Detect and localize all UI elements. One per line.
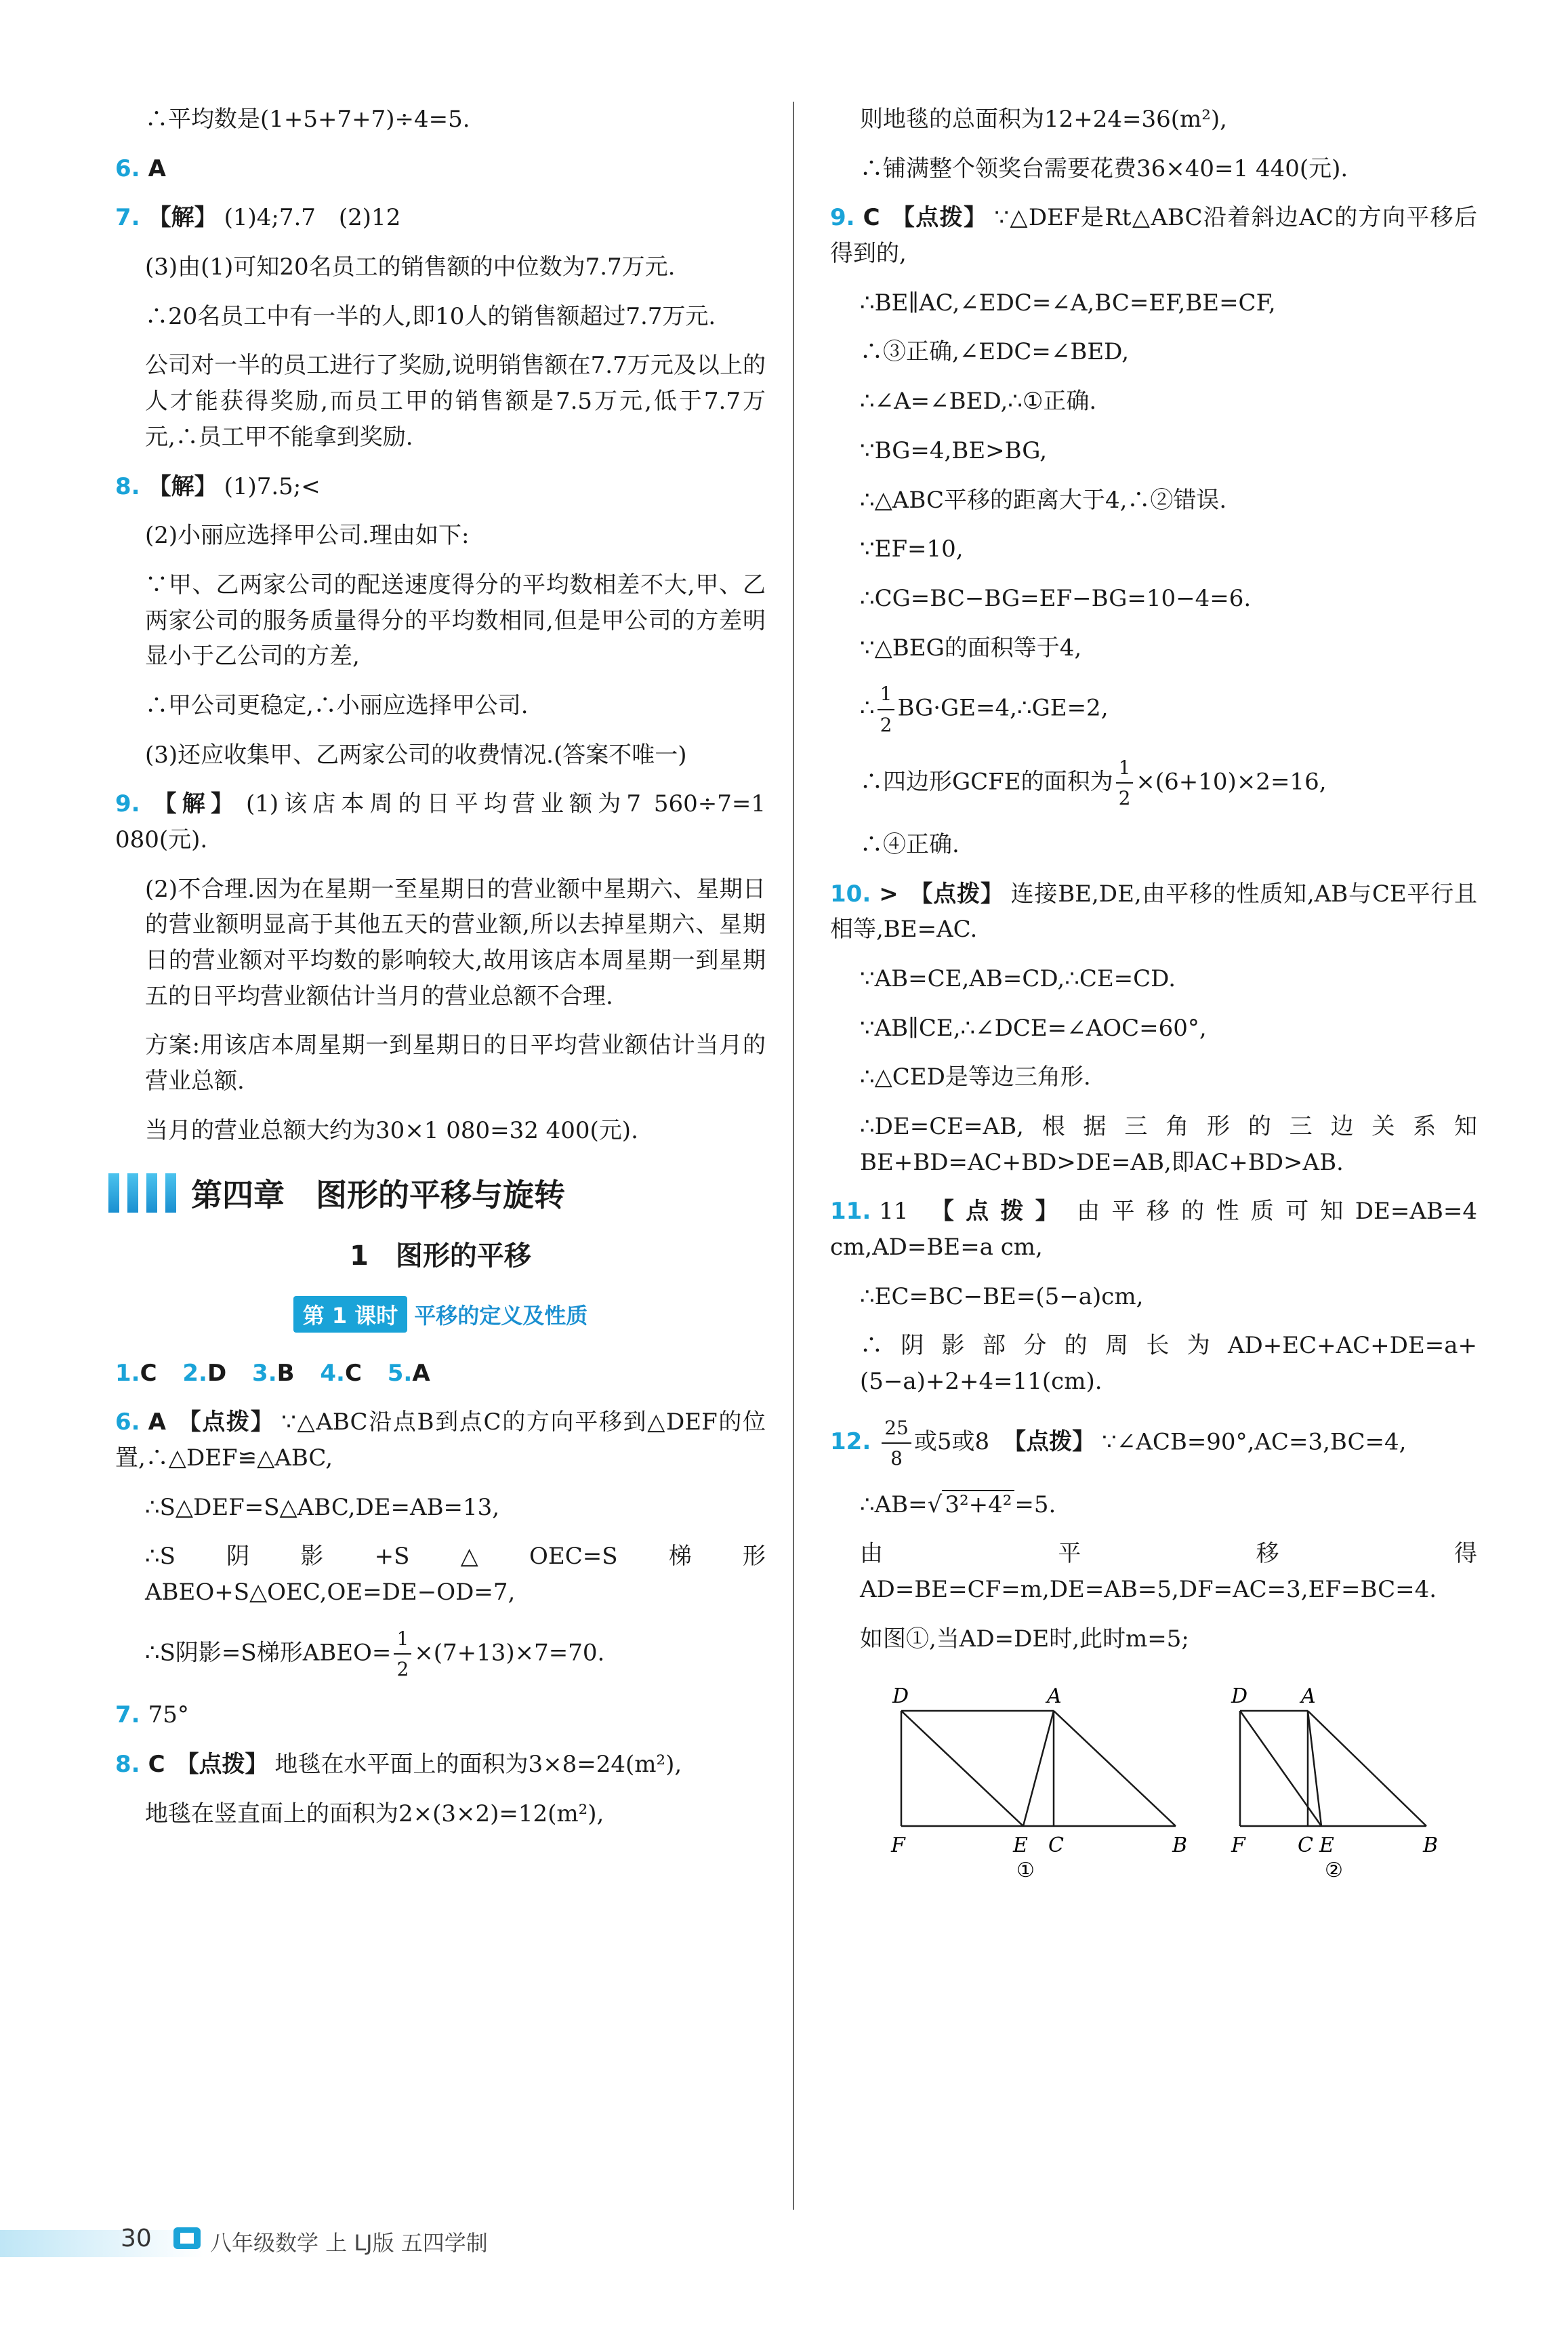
lesson-heading <box>115 1296 766 1333</box>
hint-tag: 【点拨】 <box>176 1751 268 1779</box>
line: (1)7.5;< <box>224 472 321 500</box>
line: ∴阴影部分的周长为AD+EC+AC+DE=a+(5−a)+2+4=11(cm). <box>860 1332 1477 1396</box>
figure-2 <box>1240 1711 1426 1826</box>
lesson-badge: 第 1 课时 <box>293 1296 408 1333</box>
label-B-2: B <box>1423 1834 1439 1858</box>
answer: A <box>148 155 166 182</box>
line: ∵△DEF是Rt△ABC沿着斜边AC的方向平移后得到的, <box>830 204 1478 268</box>
line: ∴④正确. <box>860 830 960 858</box>
line: ∴△CED是等边三角形. <box>860 1064 1091 1091</box>
line: 由平移得AD=BE=CF=m,DE=AB=5,DF=AC=3,EF=BC=4. <box>860 1540 1477 1603</box>
hint-tag: 【点拨】 <box>1003 1428 1096 1456</box>
segment-DE <box>901 1711 1023 1826</box>
answer: 或5或8 <box>913 1428 990 1456</box>
answer: 11 <box>879 1198 909 1226</box>
line: 则地毯的总面积为12+24=36(m²), <box>860 106 1227 133</box>
label-D-2: D <box>1231 1684 1248 1709</box>
formula-line <box>830 679 1477 740</box>
line: ∴ <box>860 694 875 722</box>
line: ∵△ABC沿点B到点C的方向平移到△DEF的位置,∴△DEF≌△ABC, <box>115 1409 766 1472</box>
answer: A <box>412 1359 430 1387</box>
line: (3)由(1)可知20名员工的销售额的中位数为7.7万元. <box>145 254 676 281</box>
fraction-denominator: 2 <box>396 1658 409 1681</box>
radicand: 3²+4² <box>942 1490 1014 1518</box>
footer-book-title: 八年级数学 上 LJ版 五四学制 <box>210 2230 488 2256</box>
line: ∴S△DEF=S△ABC,DE=AB=13, <box>145 1493 500 1521</box>
figure-1 <box>901 1711 1176 1826</box>
label-C: C <box>1048 1834 1064 1858</box>
question-number: 10. <box>830 880 871 908</box>
label-E-2: E <box>1319 1834 1334 1858</box>
line: 由平移的性质可知DE=AB=4 cm,AD=BE=a cm, <box>830 1198 1477 1261</box>
line: ∴铺满整个领奖台需要花费36×40=1 440(元). <box>860 155 1348 182</box>
chapter-heading <box>108 1171 766 1215</box>
line: ∵甲、乙两家公司的配送速度得分的平均数相差不大,甲、乙两家公司的服务质量得分的平均数相同,但是甲公司的方差明显小于乙公司的方差, <box>145 571 766 670</box>
figure-caption-1: ① <box>1016 1859 1035 1881</box>
right-column <box>830 102 1477 1880</box>
fraction-denominator: 2 <box>880 713 892 736</box>
segment-AE <box>1023 1711 1054 1826</box>
question-number: 9. <box>830 204 855 232</box>
label-D: D <box>892 1684 909 1709</box>
question-number: 12. <box>830 1428 871 1456</box>
label-A: A <box>1047 1684 1062 1709</box>
line: ∵EF=10, <box>860 535 964 563</box>
line: ∵AB=CE,AB=CD,∴CE=CD. <box>860 965 1176 992</box>
line: 地毯在水平面上的面积为3×8=24(m²), <box>274 1751 682 1779</box>
mc-item <box>388 1360 430 1387</box>
question-number: 3. <box>252 1359 277 1387</box>
line: ∵∠ACB=90°,AC=3,BC=4, <box>1102 1428 1407 1456</box>
line: BG·GE=4,∴GE=2, <box>897 694 1109 722</box>
question-number: 7. <box>115 1701 140 1729</box>
fraction-numerator: 1 <box>1116 753 1134 784</box>
question-number: 4. <box>320 1359 345 1387</box>
question-number: 7. <box>115 204 140 232</box>
fraction-denominator: 8 <box>890 1447 903 1470</box>
line: ∴BE∥AC,∠EDC=∠A,BC=EF,BE=CF, <box>860 289 1276 317</box>
question-number: 9. <box>115 790 140 818</box>
line: 当月的营业总额大约为30×1 080=32 400(元). <box>145 1116 638 1144</box>
hint-tag: 【点拨】 <box>919 1198 1071 1226</box>
mc-item <box>182 1360 226 1387</box>
label-B: B <box>1172 1834 1188 1858</box>
fraction-numerator: 1 <box>394 1624 411 1655</box>
line: (2)不合理.因为在星期一至星期日的营业额中星期六、星期日的营业额明显高于其他五天的营业额,所以去掉星期六、星期日的营业额对平均数的影响较大,故用该店本周星期一到星期五的日平均营业额估计当月的营业总额不合理. <box>145 875 766 1010</box>
line: ∴AB= <box>860 1491 928 1518</box>
formula-line <box>115 1624 766 1684</box>
hint-tag: 【点拨】 <box>890 204 988 232</box>
label-E: E <box>1013 1834 1028 1858</box>
line: ∴平均数是(1+5+7+7)÷4=5. <box>145 106 470 133</box>
mc-item <box>115 1360 157 1387</box>
line: 连接BE,DE,由平移的性质知,AB与CE平行且相等,BE=AC. <box>830 880 1478 944</box>
fraction-numerator: 1 <box>878 679 895 710</box>
answer: C <box>148 1751 165 1779</box>
line: ∴CG=BC−BG=EF−BG=10−4=6. <box>860 584 1252 612</box>
line: ∴③正确,∠EDC=∠BED, <box>860 338 1130 366</box>
line: (2)小丽应选择甲公司.理由如下: <box>145 522 470 550</box>
line: 地毯在竖直面上的面积为2×(3×2)=12(m²), <box>145 1800 604 1827</box>
geometry-figures <box>830 1670 1477 1880</box>
answer: A <box>148 1409 166 1436</box>
fraction-numerator: 25 <box>882 1413 911 1444</box>
segment-AB-2 <box>1308 1711 1426 1826</box>
line: 方案:用该店本周星期一到星期日的日平均营业额估计当月的营业总额. <box>145 1032 766 1095</box>
line: 公司对一半的员工进行了奖励,说明销售额在7.7万元及以上的人才能获得奖励,而员工甲的销售额是7.5万元,低于7.7万元,∴员工甲不能拿到奖励. <box>145 352 766 451</box>
chapter-bars-icon <box>108 1173 176 1213</box>
line: ∴四边形GCFE的面积为 <box>860 768 1113 796</box>
line: ×(6+10)×2=16, <box>1136 768 1327 796</box>
line: ∴20名员工中有一半的人,即10人的销售额超过7.7万元. <box>145 302 716 330</box>
line: ∴甲公司更稳定,∴小丽应选择甲公司. <box>145 691 529 719</box>
fraction <box>1116 753 1134 813</box>
question-number: 6. <box>115 155 140 182</box>
hint-tag: 【点拨】 <box>176 1409 275 1436</box>
question-number: 5. <box>387 1359 413 1387</box>
figure-svg <box>830 1670 1477 1880</box>
line: (3)还应收集甲、乙两家公司的收费情况.(答案不唯一) <box>145 741 687 769</box>
segment-AB <box>1054 1711 1176 1826</box>
section-title: 1 图形的平移 <box>350 1240 531 1272</box>
line: ∵BG=4,BE>BG, <box>860 437 1048 464</box>
line: ∴△ABC平移的距离大于4,∴②错误. <box>860 486 1227 514</box>
publisher-logo-icon <box>171 2222 203 2254</box>
question-number: 2. <box>182 1359 207 1387</box>
question-number: 8. <box>115 1751 140 1779</box>
solution-tag: 【解】 <box>148 204 218 232</box>
question-number: 11. <box>830 1198 871 1226</box>
fraction <box>878 679 895 740</box>
multiple-choice-answers <box>115 1356 766 1392</box>
answer: C <box>140 1359 157 1387</box>
chapter-title: 第四章 图形的平移与旋转 <box>191 1176 565 1213</box>
figure-caption-2: ② <box>1325 1859 1343 1881</box>
line: (1)4;7.7 (2)12 <box>224 204 401 232</box>
label-A-2: A <box>1301 1684 1316 1709</box>
formula-line <box>830 1487 1477 1523</box>
answer: 75° <box>148 1701 189 1729</box>
solution-tag: 【解】 <box>148 472 218 500</box>
line: ×(7+13)×7=70. <box>414 1639 605 1667</box>
formula-line <box>830 753 1477 813</box>
answer: C <box>863 204 880 232</box>
page-number: 30 <box>121 2225 152 2252</box>
line: ∴S阴影=S梯形ABEO= <box>145 1639 392 1667</box>
page-footer <box>0 2216 1568 2271</box>
left-column <box>115 102 766 1845</box>
question-number: 1. <box>115 1359 140 1387</box>
fraction-denominator: 2 <box>1118 787 1131 810</box>
sqrt-icon: √ <box>927 1491 943 1518</box>
fraction <box>394 1624 411 1684</box>
lesson-name: 平移的定义及性质 <box>414 1302 588 1329</box>
answer: C <box>344 1359 362 1387</box>
line: ∴EC=BC−BE=(5−a)cm, <box>860 1282 1144 1310</box>
column-divider <box>793 102 794 2210</box>
label-F-2: F <box>1231 1834 1245 1858</box>
answer: B <box>276 1359 295 1387</box>
answer: > <box>879 880 899 908</box>
line: ∴∠A=∠BED,∴①正确. <box>860 388 1097 416</box>
line: =5. <box>1014 1491 1056 1518</box>
solution-tag: 【解】 <box>148 790 239 818</box>
question-number: 8. <box>115 472 140 500</box>
fraction <box>882 1413 911 1474</box>
line: (1)该店本周的日平均营业额为7 560÷7=1 080(元). <box>115 790 766 853</box>
hint-tag: 【点拨】 <box>909 880 1004 908</box>
line: 如图①,当AD=DE时,此时m=5; <box>860 1625 1189 1653</box>
line: ∵AB∥CE,∴∠DCE=∠AOC=60°, <box>860 1014 1207 1042</box>
line: ∴S阴影+S△OEC=S梯形ABEO+S△OEC,OE=DE−OD=7, <box>145 1543 766 1606</box>
mc-item <box>252 1360 295 1387</box>
label-C-2: C <box>1298 1834 1313 1858</box>
line: ∴DE=CE=AB,根据三角形的三边关系知BE+BD=AC+BD>DE=AB,即AC+BD>AB. <box>860 1112 1477 1176</box>
question-number: 6. <box>115 1409 140 1436</box>
answer: D <box>207 1359 227 1387</box>
line: ∵△BEG的面积等于4, <box>860 634 1082 662</box>
mc-item <box>320 1360 362 1387</box>
label-F: F <box>891 1834 905 1858</box>
